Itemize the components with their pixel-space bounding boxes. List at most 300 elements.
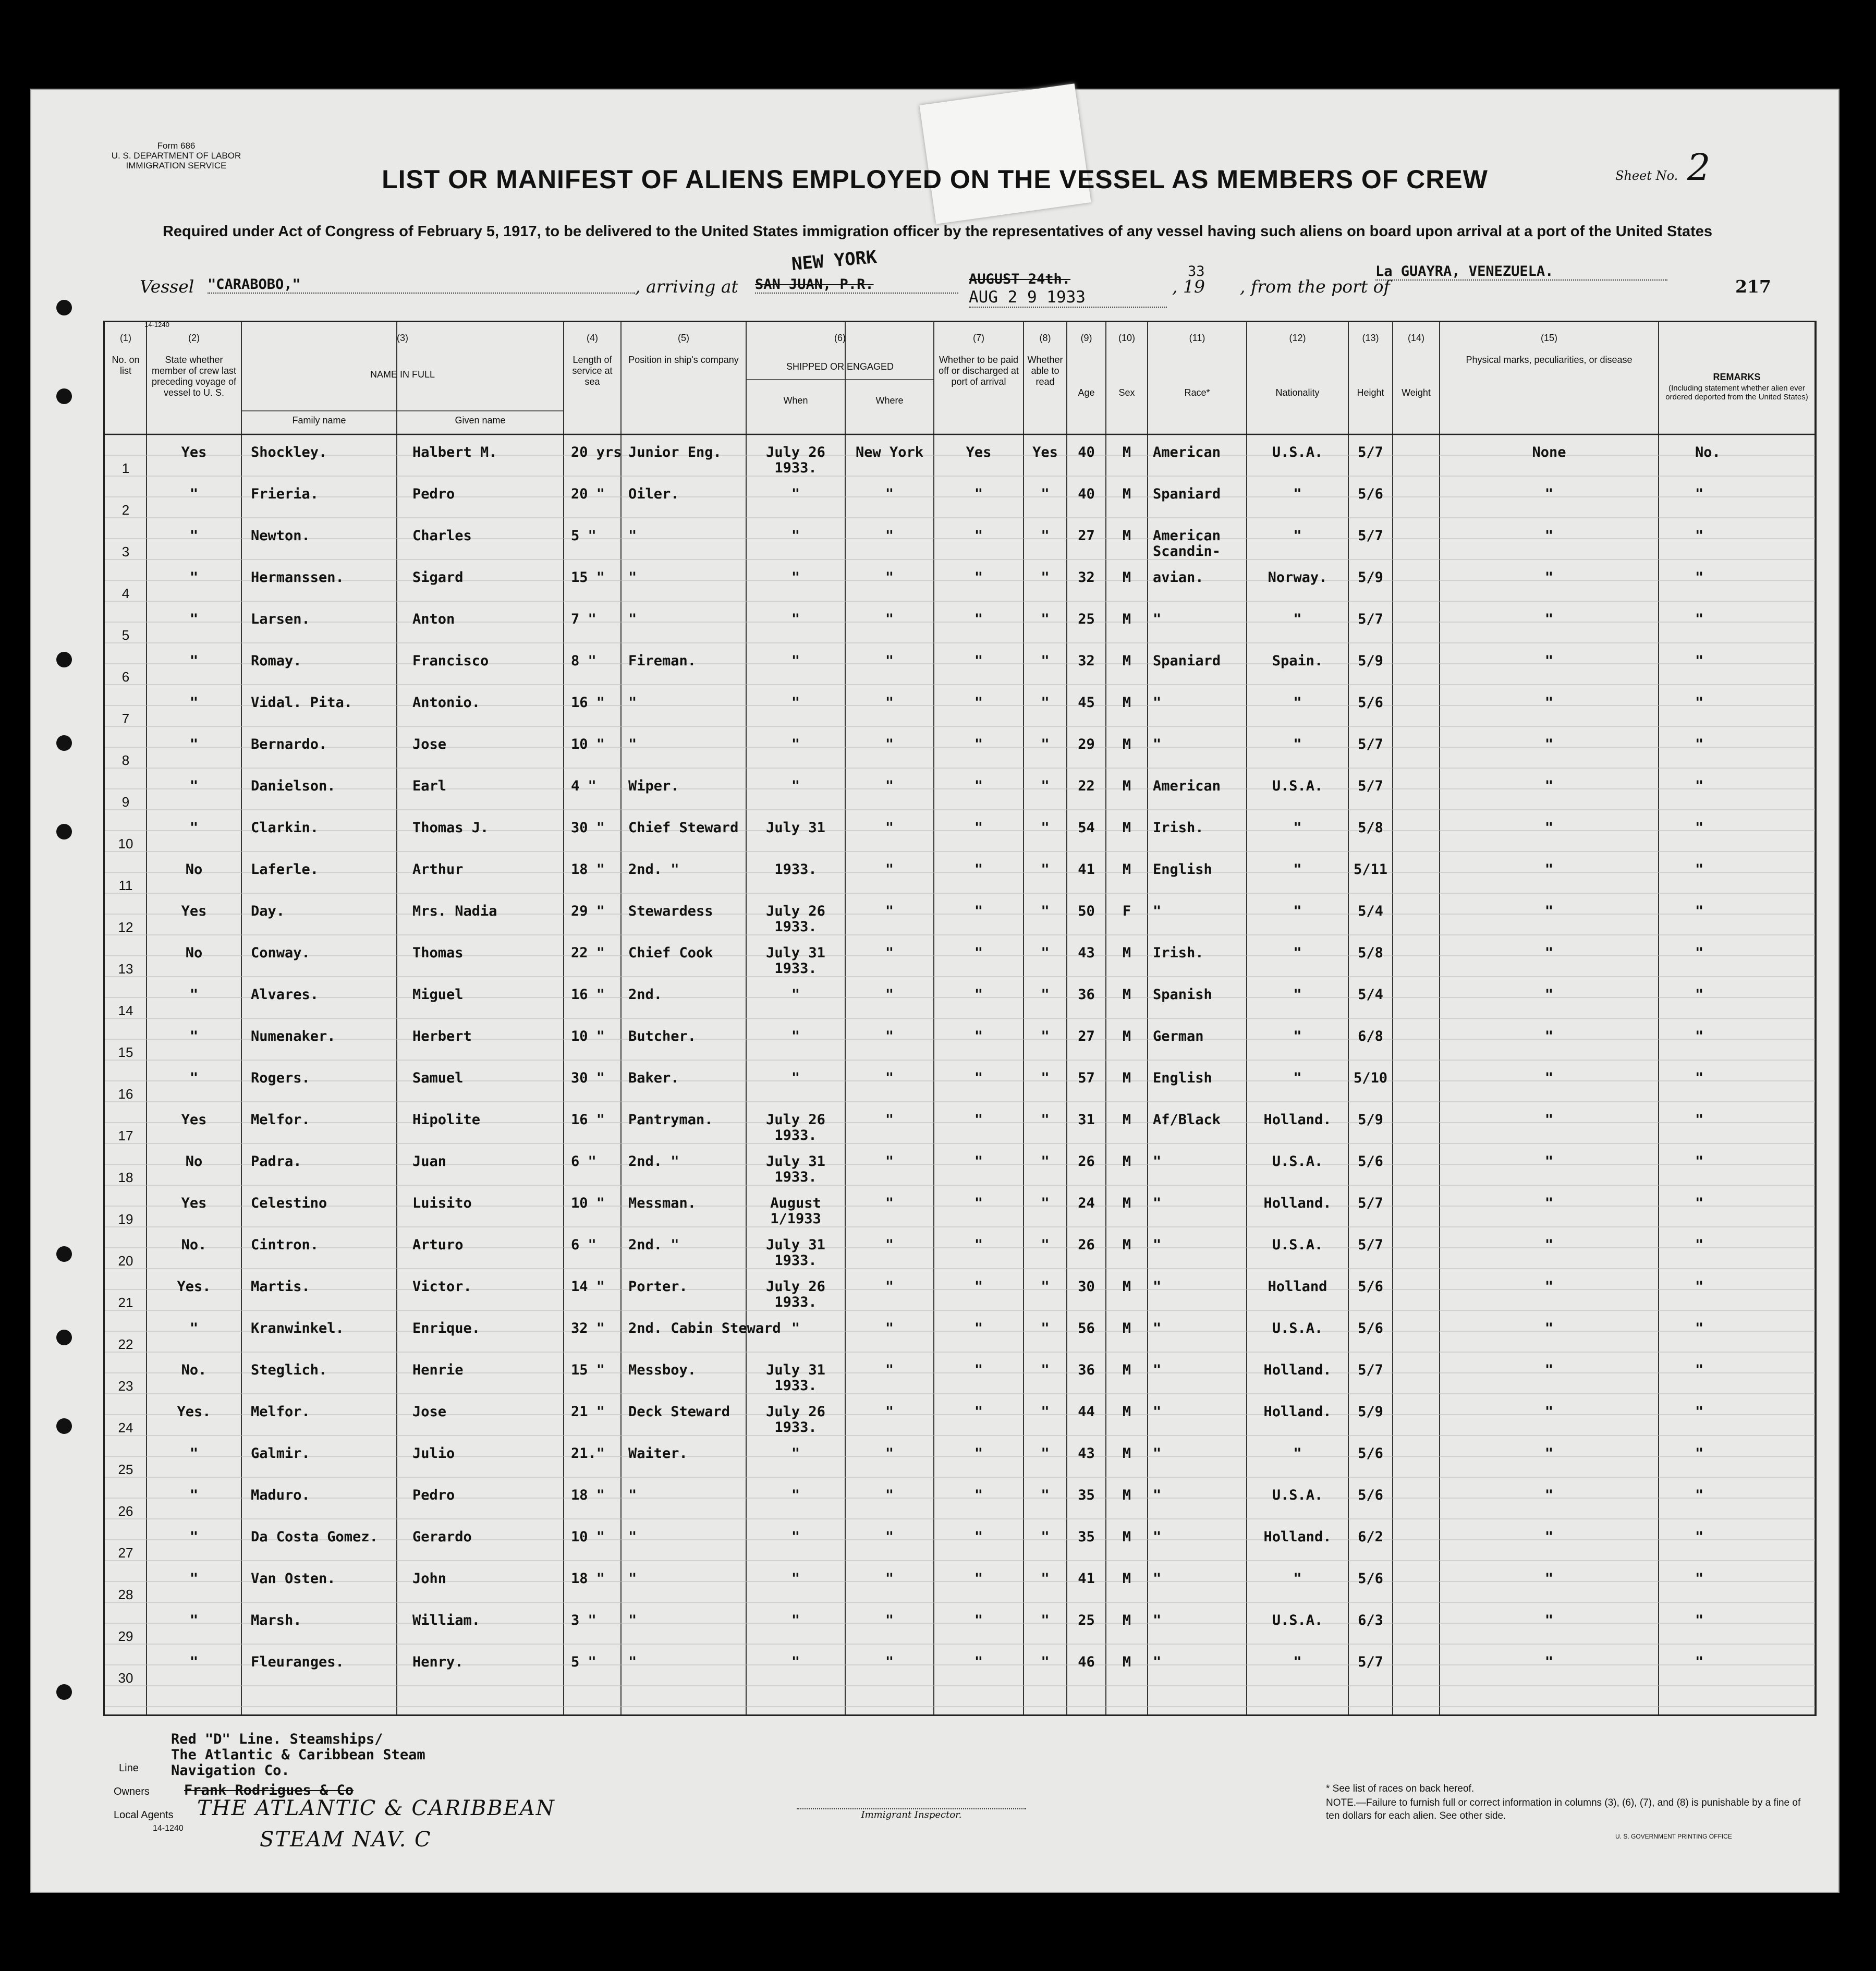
service-length: 15 " (571, 569, 605, 586)
physical-marks: " (1544, 1112, 1554, 1128)
physical-marks: " (1544, 611, 1554, 627)
prev-voyage: " (189, 569, 199, 586)
paid-off: " (974, 1070, 983, 1086)
service-length: 6 " (571, 1237, 596, 1253)
physical-marks: " (1544, 861, 1554, 878)
shipped-where: " (885, 1028, 894, 1044)
paid-off: " (974, 1153, 983, 1170)
race: Irish. (1153, 945, 1204, 961)
shipped-where: " (885, 1237, 894, 1253)
position: " (628, 1487, 637, 1503)
shipped-where: " (885, 945, 894, 961)
shipped-where: " (885, 1404, 894, 1420)
shipped-where: " (885, 1445, 894, 1462)
able-to-read: " (1041, 1112, 1050, 1128)
shipped-when: August 1/1933 (770, 1195, 821, 1227)
given-name: Jose (412, 1404, 447, 1420)
paid-off: " (974, 1237, 983, 1253)
given-name: Pedro (412, 1487, 455, 1503)
shipped-when: July 31 1933. (766, 945, 825, 977)
sex: M (1122, 1153, 1131, 1170)
prev-voyage: Yes. (177, 1279, 211, 1295)
race: " (1153, 903, 1162, 919)
height: 5/6 (1358, 1445, 1383, 1462)
prev-voyage: Yes (181, 444, 207, 460)
vessel-label: Vessel (140, 276, 194, 297)
given-name: Pedro (412, 486, 455, 502)
given-name: Arthur (412, 861, 464, 878)
prev-voyage: " (189, 1487, 199, 1503)
height: 5/7 (1358, 1362, 1383, 1378)
given-name: Henry. (412, 1654, 464, 1670)
position: " (628, 1612, 637, 1628)
race: American (1153, 778, 1221, 794)
year-prefix: , 19 (1172, 276, 1205, 297)
physical-marks: " (1544, 1070, 1554, 1086)
race: " (1153, 1404, 1162, 1420)
physical-marks: " (1544, 569, 1554, 586)
physical-marks: " (1544, 1612, 1554, 1628)
race: American (1153, 444, 1221, 460)
sex: M (1122, 1571, 1131, 1587)
row-number: 12 (118, 919, 133, 935)
nationality: " (1293, 611, 1302, 627)
col-11-label: Race* (1184, 387, 1210, 398)
col-3-number: (3) (397, 333, 408, 343)
col-4-label: Length of service at sea (572, 355, 613, 387)
position: Fireman. (628, 653, 697, 669)
height: 5/9 (1358, 653, 1383, 669)
row-number: 21 (118, 1295, 133, 1310)
family-name: Vidal. Pita. (251, 695, 353, 711)
arrival-date-struck: AUGUST 24th. (969, 271, 1071, 287)
paid-off: " (974, 1654, 983, 1670)
tape-piece (919, 83, 1091, 224)
height: 5/7 (1358, 611, 1383, 627)
physical-marks: " (1544, 1654, 1554, 1670)
paid-off: " (974, 695, 983, 711)
col-6-when-label: When (783, 395, 808, 406)
sex: M (1122, 1654, 1131, 1670)
prev-voyage: " (189, 736, 199, 752)
able-to-read: " (1041, 1279, 1050, 1295)
col-15-label: Physical marks, peculiarities, or disease (1466, 355, 1633, 365)
punch-hole (56, 388, 72, 404)
position: " (628, 695, 637, 711)
height: 5/7 (1358, 778, 1383, 794)
row-number: 13 (118, 961, 133, 977)
remarks: " (1695, 1112, 1704, 1128)
height: 5/10 (1353, 1070, 1388, 1086)
remarks: " (1695, 569, 1704, 586)
nationality: " (1293, 1445, 1302, 1462)
nationality: " (1293, 861, 1302, 878)
shipped-where: " (885, 987, 894, 1003)
sex: M (1122, 1237, 1131, 1253)
punch-hole (56, 1418, 72, 1434)
row-number: 26 (118, 1503, 133, 1519)
row-number: 18 (118, 1170, 133, 1185)
shipped-when: July 26 1933. (766, 1279, 825, 1310)
nationality: Holland. (1263, 1195, 1332, 1211)
height: 5/7 (1358, 1654, 1383, 1670)
shipped-where: " (885, 1279, 894, 1295)
family-name: Day. (251, 903, 285, 919)
shipped-when: July 31 1933. (766, 1362, 825, 1394)
able-to-read: " (1041, 1070, 1050, 1086)
able-to-read: " (1041, 1612, 1050, 1628)
paid-off: Yes (966, 444, 992, 460)
row-number: 7 (121, 711, 130, 726)
position: Stewardess (628, 903, 713, 919)
paid-off: " (974, 1362, 983, 1378)
age: 45 (1078, 695, 1095, 711)
remarks: " (1695, 1612, 1704, 1628)
physical-marks: " (1544, 945, 1554, 961)
family-name: Marsh. (251, 1612, 302, 1628)
age: 31 (1078, 1112, 1095, 1128)
position: " (628, 1654, 637, 1670)
shipped-when: " (791, 528, 800, 544)
shipped-where: " (885, 903, 894, 919)
shipped-when: " (791, 611, 800, 627)
physical-marks: " (1544, 903, 1554, 919)
height: 5/7 (1358, 1195, 1383, 1211)
age: 24 (1078, 1195, 1095, 1211)
nationality: " (1293, 903, 1302, 919)
shipped-when: " (791, 1028, 800, 1044)
height: 5/7 (1358, 444, 1383, 460)
col-12-number: (12) (1289, 333, 1306, 343)
family-name: Bernardo. (251, 736, 327, 752)
inspector-signature-line (797, 1808, 1026, 1820)
physical-marks: " (1544, 1028, 1554, 1044)
given-name: Arturo (412, 1237, 464, 1253)
service-length: 22 " (571, 945, 605, 961)
remarks: " (1695, 1028, 1704, 1044)
able-to-read: " (1041, 653, 1050, 669)
service-length: 10 " (571, 736, 605, 752)
given-name: Gerardo (412, 1529, 472, 1545)
sex: M (1122, 987, 1131, 1003)
age: 46 (1078, 1654, 1095, 1670)
nationality: U.S.A. (1272, 1487, 1323, 1503)
shipped-where: " (885, 695, 894, 711)
given-name: Mrs. Nadia (412, 903, 497, 919)
shipped-when: " (791, 1529, 800, 1545)
given-name: Miguel (412, 987, 464, 1003)
race: " (1153, 1153, 1162, 1170)
remarks: " (1695, 1237, 1704, 1253)
race: " (1153, 1654, 1162, 1670)
physical-marks: " (1544, 1529, 1554, 1545)
position: " (628, 611, 637, 627)
physical-marks: " (1544, 1320, 1554, 1336)
shipped-when: " (791, 1571, 800, 1587)
age: 27 (1078, 528, 1095, 544)
given-name: Thomas (412, 945, 464, 961)
position: Junior Eng. (628, 444, 722, 460)
from-port-value: La GUAYRA, VENEZUELA. (1375, 263, 1667, 281)
shipped-when: " (791, 1612, 800, 1628)
col-2-number: (2) (188, 333, 200, 343)
race: " (1153, 1237, 1162, 1253)
race: American Scandin- (1153, 528, 1221, 559)
shipped-when: 1933. (774, 861, 817, 878)
row-number: 2 (121, 502, 130, 518)
paid-off: " (974, 903, 983, 919)
line-value-2: The Atlantic & Caribbean Steam (171, 1747, 425, 1763)
service-length: 5 " (571, 1654, 596, 1670)
given-name: Jose (412, 736, 447, 752)
crew-table (103, 321, 1817, 1716)
age: 56 (1078, 1320, 1095, 1336)
row-number: 14 (118, 1003, 133, 1018)
physical-marks: " (1544, 1445, 1554, 1462)
family-name: Cintron. (251, 1237, 319, 1253)
physical-marks: " (1544, 1279, 1554, 1295)
row-number: 3 (121, 544, 130, 559)
age: 26 (1078, 1237, 1095, 1253)
col-9-number: (9) (1080, 333, 1092, 343)
family-name: Frieria. (251, 486, 319, 502)
family-name: Numenaker. (251, 1028, 336, 1044)
position: Pantryman. (628, 1112, 713, 1128)
physical-marks: " (1544, 1195, 1554, 1211)
height: 5/6 (1358, 1320, 1383, 1336)
col-6-where-label: Where (875, 395, 904, 406)
row-number: 5 (121, 627, 130, 643)
sex: M (1122, 1487, 1131, 1503)
remarks: " (1695, 1529, 1704, 1545)
punch-hole (56, 824, 72, 840)
given-name: Juan (412, 1153, 447, 1170)
race: " (1153, 1487, 1162, 1503)
prev-voyage: Yes (181, 903, 207, 919)
height: 6/8 (1358, 1028, 1383, 1044)
able-to-read: " (1041, 1487, 1050, 1503)
physical-marks: " (1544, 695, 1554, 711)
race: avian. (1153, 569, 1204, 586)
remarks: " (1695, 1153, 1704, 1170)
race: Af/Black (1153, 1112, 1221, 1128)
sex: M (1122, 653, 1131, 669)
nationality: " (1293, 528, 1302, 544)
given-name: John (412, 1571, 447, 1587)
service-length: 18 " (571, 861, 605, 878)
given-name: Julio (412, 1445, 455, 1462)
physical-marks: " (1544, 486, 1554, 502)
service-length: 14 " (571, 1279, 605, 1295)
race: " (1153, 1320, 1162, 1336)
height: 5/4 (1358, 987, 1383, 1003)
line-label: Line (119, 1762, 139, 1774)
shipped-when: July 31 (766, 820, 825, 836)
col-11-number: (11) (1189, 333, 1205, 343)
punch-hole (56, 1684, 72, 1700)
shipped-when: July 31 1933. (766, 1153, 825, 1185)
able-to-read: " (1041, 903, 1050, 919)
sex: M (1122, 528, 1131, 544)
position: Porter. (628, 1279, 688, 1295)
shipped-where: " (885, 569, 894, 586)
shipped-when: July 26 1933. (766, 444, 825, 476)
note-races: * See list of races on back hereof. (1326, 1783, 1475, 1794)
service-length: 10 " (571, 1195, 605, 1211)
row-number: 6 (121, 669, 130, 685)
service-length: 16 " (571, 1112, 605, 1128)
prev-voyage: Yes (181, 1195, 207, 1211)
col-14-label: Weight (1402, 387, 1431, 398)
family-name: Da Costa Gomez. (251, 1529, 378, 1545)
race: " (1153, 736, 1162, 752)
nationality: " (1293, 1654, 1302, 1670)
able-to-read: " (1041, 1571, 1050, 1587)
given-name: Antonio. (412, 695, 481, 711)
nationality: Holland. (1263, 1362, 1332, 1378)
col-5-label: Position in ship's company (628, 355, 739, 365)
height: 6/3 (1358, 1612, 1383, 1628)
given-name: Halbert M. (412, 444, 497, 460)
height: 5/6 (1358, 1487, 1383, 1503)
given-name: Samuel (412, 1070, 464, 1086)
nationality: Holland (1268, 1279, 1327, 1295)
shipped-where: " (885, 1112, 894, 1128)
physical-marks: " (1544, 987, 1554, 1003)
family-name: Alvares. (251, 987, 319, 1003)
nationality: U.S.A. (1272, 1320, 1323, 1336)
age: 27 (1078, 1028, 1095, 1044)
age: 35 (1078, 1487, 1095, 1503)
manifest-sheet (30, 89, 1840, 1893)
age: 25 (1078, 611, 1095, 627)
family-name: Padra. (251, 1153, 302, 1170)
col-3-given-label: Given name (455, 415, 506, 425)
shipped-where: " (885, 1195, 894, 1211)
race: " (1153, 1279, 1162, 1295)
legal-requirement: Required under Act of Congress of February 5, 1917, to be delivered to the United States immigration officer by the representatives of any vessel having such aliens on board upon arrival at a port of the United States (162, 223, 1713, 240)
vessel-name: "CARABOBO," (208, 276, 635, 294)
remarks: " (1695, 486, 1704, 502)
family-name: Danielson. (251, 778, 336, 794)
prev-voyage: " (189, 987, 199, 1003)
prev-voyage: Yes (181, 1112, 207, 1128)
punch-hole (56, 735, 72, 751)
paid-off: " (974, 736, 983, 752)
physical-marks: " (1544, 1404, 1554, 1420)
nationality: U.S.A. (1272, 1237, 1323, 1253)
remarks: " (1695, 987, 1704, 1003)
age: 50 (1078, 903, 1095, 919)
race: " (1153, 1612, 1162, 1628)
shipped-where: " (885, 486, 894, 502)
remarks: " (1695, 736, 1704, 752)
shipped-where: " (885, 1487, 894, 1503)
age: 22 (1078, 778, 1095, 794)
position: 2nd. " (628, 1153, 679, 1170)
sex: M (1122, 1445, 1131, 1462)
paid-off: " (974, 611, 983, 627)
position: Oiler. (628, 486, 679, 502)
sex: M (1122, 444, 1131, 460)
row-number: 16 (118, 1086, 133, 1102)
family-name: Hermanssen. (251, 569, 344, 586)
department: U. S. DEPARTMENT OF LABOR (111, 151, 241, 161)
height: 5/8 (1358, 945, 1383, 961)
paid-off: " (974, 1612, 983, 1628)
year-value: 33 (1188, 263, 1205, 279)
inspector-label: Immigrant Inspector. (861, 1809, 962, 1820)
age: 32 (1078, 569, 1095, 586)
height: 5/6 (1358, 695, 1383, 711)
able-to-read: " (1041, 778, 1050, 794)
family-name: Clarkin. (251, 820, 319, 836)
shipped-when: " (791, 987, 800, 1003)
remarks: " (1695, 1571, 1704, 1587)
nationality: " (1293, 1028, 1302, 1044)
arriving-port-struck: SAN JUAN, P.R. (755, 276, 958, 294)
height: 5/9 (1358, 1112, 1383, 1128)
sex: M (1122, 695, 1131, 711)
race: " (1153, 1445, 1162, 1462)
remarks: " (1695, 1279, 1704, 1295)
service-length: 21." (571, 1445, 605, 1462)
row-number: 22 (118, 1336, 133, 1352)
prev-voyage: " (189, 820, 199, 836)
note-penalty: NOTE.—Failure to furnish full or correct information in columns (3), (6), (7), and (8) is punishable by a fine of ten dollars for each alien. See other side. (1326, 1797, 1801, 1821)
col-13-number: (13) (1362, 333, 1379, 343)
nationality: Holland. (1263, 1404, 1332, 1420)
printer-mark: U. S. GOVERNMENT PRINTING OFFICE (1615, 1833, 1732, 1840)
prev-voyage: " (189, 1070, 199, 1086)
row-number: 17 (118, 1128, 133, 1143)
nationality: Norway. (1268, 569, 1327, 586)
height: 5/7 (1358, 1237, 1383, 1253)
position: " (628, 569, 637, 586)
age: 44 (1078, 1404, 1095, 1420)
nationality: U.S.A. (1272, 1612, 1323, 1628)
prev-voyage: " (189, 1654, 199, 1670)
remarks: " (1695, 1487, 1704, 1503)
position: 2nd. " (628, 1237, 679, 1253)
punch-hole (56, 652, 72, 667)
height: 5/6 (1358, 486, 1383, 502)
able-to-read: " (1041, 1153, 1050, 1170)
sheet-number-value: 2 (1687, 146, 1711, 189)
form-number: Form 686 (157, 141, 196, 151)
shipped-where: " (885, 611, 894, 627)
height: 5/4 (1358, 903, 1383, 919)
nationality: " (1293, 945, 1302, 961)
sex: M (1122, 945, 1131, 961)
paid-off: " (974, 486, 983, 502)
age: 41 (1078, 861, 1095, 878)
from-port-label: , from the port of (1240, 276, 1390, 297)
paid-off: " (974, 1028, 983, 1044)
shipped-where: " (885, 778, 894, 794)
height: 5/7 (1358, 528, 1383, 544)
prev-voyage: " (189, 653, 199, 669)
given-name: Anton (412, 611, 455, 627)
row-number: 30 (118, 1670, 133, 1686)
arriving-port-new: NEW YORK (790, 246, 878, 275)
col-12-label: Nationality (1275, 387, 1320, 398)
shipped-when: July 26 1933. (766, 903, 825, 935)
shipped-where: " (885, 1362, 894, 1378)
row-number: 24 (118, 1420, 133, 1435)
able-to-read: " (1041, 820, 1050, 836)
nationality: " (1293, 1571, 1302, 1587)
